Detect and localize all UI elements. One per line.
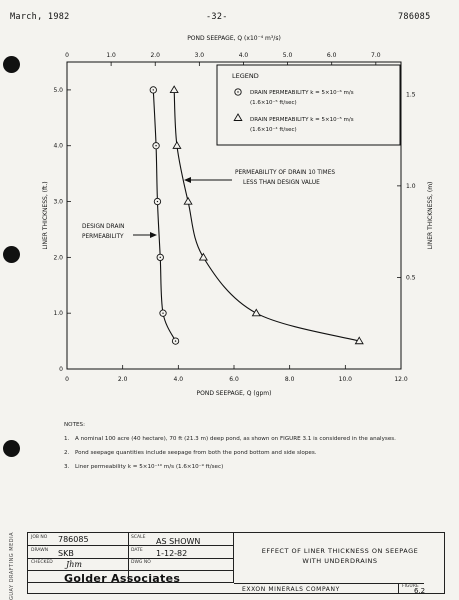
x-top-tick-label: 4.0	[238, 52, 249, 59]
y-right-tick-label: 0.5	[406, 274, 416, 282]
legend-entry-2: DRAIN PERMEABILITY k = 5×10⁻⁵ m/s	[250, 117, 354, 123]
annotation-drain-10x: PERMEABILITY OF DRAIN 10 TIMES	[235, 170, 336, 176]
series-2-point	[200, 254, 208, 260]
annotation-arrowhead	[184, 177, 191, 183]
note-text: Liner permeability k = 5×10⁻¹⁰ m/s (1.6×10⁻⁹ ft/sec)	[75, 464, 224, 470]
figure-number: 6.2	[414, 587, 426, 595]
x-axis-label: POND SEEPAGE, Q (gpm)	[196, 390, 272, 397]
x-tick-label: 0	[65, 376, 69, 383]
series-2-point	[184, 198, 192, 204]
legend-entry-1: DRAIN PERMEABILITY k = 5×10⁻⁶ m/s	[250, 90, 354, 96]
y-tick-label: 5.0	[53, 86, 63, 94]
x-top-tick-label: 6.0	[326, 52, 337, 59]
y-axis-label: LINER THICKNESS, (ft.)	[42, 181, 49, 250]
note-number: 3.	[64, 464, 70, 470]
x-top-axis-label: POND SEEPAGE, Q (x10⁻⁴ m³/s)	[187, 35, 281, 42]
note-item	[64, 449, 434, 457]
notes	[64, 421, 434, 477]
header-document-number: 786085	[398, 12, 431, 22]
header-page-number: -32-	[206, 12, 228, 22]
header-date: March, 1982	[10, 12, 70, 22]
scale-label: SCALE	[131, 535, 146, 540]
y-right-tick-label: 1.0	[406, 182, 416, 190]
dwg-no-label: DWG NO	[131, 560, 151, 565]
scale-value: AS SHOWN	[156, 537, 201, 546]
y-tick-label: 0	[59, 366, 63, 373]
x-top-tick-label: 5.0	[282, 52, 293, 59]
title-block	[27, 532, 445, 594]
series-1-point-dot	[155, 145, 156, 146]
grid-line	[234, 583, 424, 584]
annotation-design-drain-line2: PERMEABILITY	[82, 234, 124, 240]
x-top-tick-label: 2.0	[150, 52, 161, 59]
series-2-point	[252, 309, 260, 315]
job-no-value: 786085	[58, 535, 89, 544]
note-text: A nominal 100 acre (40 hectare), 70 ft (21.3 m) deep pond, as shown on FIGURE 3.1 is considered in the analyses.	[75, 436, 396, 442]
drawn-label: DRAWN	[31, 548, 49, 553]
legend-entry-2-sub: (1.6×10⁻⁴ ft/sec)	[250, 127, 297, 133]
series-1-point-dot	[157, 201, 158, 202]
annotation-arrowhead	[150, 232, 157, 238]
x-tick-label: 2.0	[117, 376, 128, 383]
binder-hole	[3, 440, 20, 457]
y-tick-label: 4.0	[53, 142, 63, 150]
x-top-tick-label: 7.0	[371, 52, 381, 59]
annotation-drain-10x-line2: LESS THAN DESIGN VALUE	[243, 180, 320, 186]
x-top-tick-label: 1.0	[106, 52, 116, 59]
x-top-tick-label: 3.0	[194, 52, 205, 59]
x-top-tick-label: 0	[65, 52, 69, 59]
job-no-label: JOB NO	[31, 535, 48, 540]
date-value: 1-12-82	[156, 549, 188, 558]
notes-title: NOTES:	[64, 422, 85, 428]
series-1-point-dot	[162, 312, 163, 313]
grid-line	[398, 583, 399, 594]
y-right-axis-label: LINER THICKNESS, (m)	[427, 181, 434, 250]
x-tick-label: 6.0	[229, 376, 239, 383]
legend-circle-marker-dot	[237, 91, 238, 92]
checked-signature: Jhm	[66, 560, 82, 569]
company-name: Golder Associates	[64, 572, 181, 585]
grid-line	[28, 545, 234, 546]
client-name: EXXON MINERALS COMPANY	[242, 586, 340, 593]
grid-line	[28, 570, 234, 571]
legend-entry-1-sub: (1.6×10⁻⁵ ft/sec)	[250, 100, 297, 106]
grid-line	[28, 558, 234, 559]
x-tick-label: 4.0	[173, 376, 184, 383]
note-text: Pond seepage quantities include seepage from both the pond bottom and side slopes.	[75, 450, 317, 456]
series-2-point	[170, 86, 178, 92]
series-1-point-dot	[175, 340, 176, 341]
y-tick-label: 2.0	[53, 254, 63, 262]
drawn-value: SKB	[58, 549, 74, 558]
margin-label: GUAY DRAFTING MEDIA	[9, 532, 15, 600]
y-tick-label: 3.0	[53, 198, 63, 206]
series-1-point-dot	[153, 89, 154, 90]
note-item	[64, 435, 434, 443]
x-tick-label: 10.0	[338, 376, 353, 383]
series-2-point	[173, 142, 181, 148]
series-1-point-dot	[160, 257, 161, 258]
drawing-title: EFFECT OF LINER THICKNESS ON SEEPAGE WITH UNDERDRAINS	[261, 547, 419, 565]
note-number: 2.	[64, 450, 70, 456]
x-tick-label: 12.0	[394, 376, 408, 383]
y-tick-label: 1.0	[53, 310, 63, 318]
checked-label: CHECKED	[31, 560, 53, 565]
x-tick-label: 8.0	[284, 376, 295, 383]
annotation-design-drain: DESIGN DRAIN	[82, 224, 125, 230]
series-line-1	[153, 90, 175, 341]
figure-label: FIGURE	[402, 584, 419, 589]
date-label: DATE	[131, 548, 143, 553]
y-right-tick-label: 1.5	[406, 91, 416, 99]
note-item	[64, 463, 434, 471]
legend-title: LEGEND	[232, 72, 259, 80]
note-number: 1.	[64, 436, 70, 442]
